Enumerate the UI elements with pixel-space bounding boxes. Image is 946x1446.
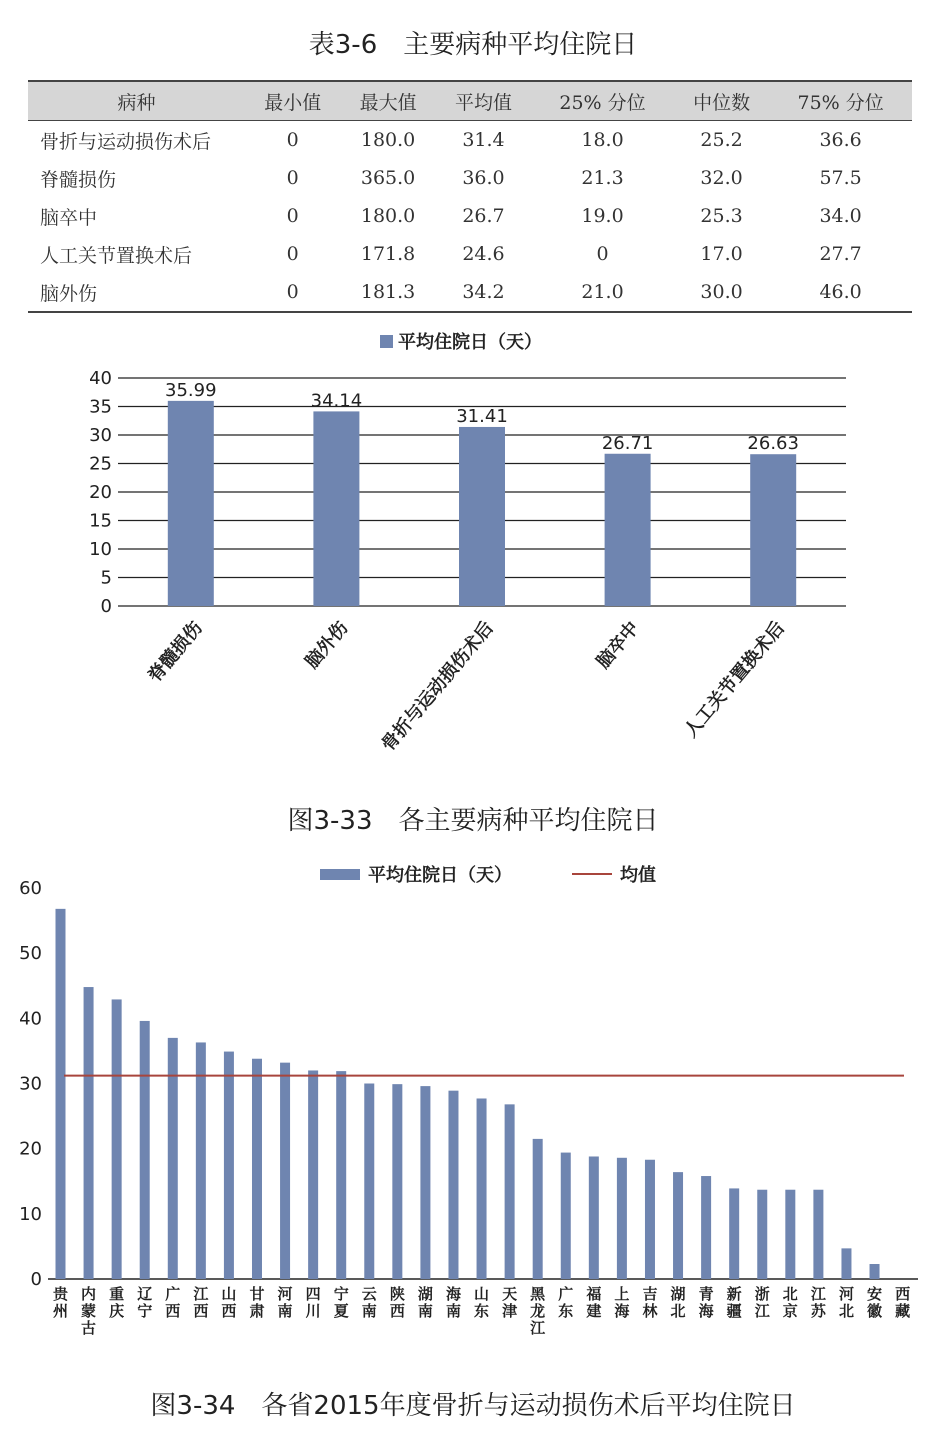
table-cell: 36.0 — [462, 167, 505, 189]
chart2-bar — [196, 1042, 206, 1279]
chart1-data-label: 34.14 — [310, 390, 363, 412]
chart2-y-tick: 10 — [19, 1203, 42, 1225]
chart1-legend-label: 平均住院日（天） — [398, 332, 542, 353]
chart1-bar — [605, 454, 651, 606]
chart-disease-los — [0, 318, 946, 796]
chart2-bar — [280, 1063, 290, 1279]
table-cell: 骨折与运动损伤术后 — [40, 130, 212, 153]
chart1-y-tick: 15 — [89, 510, 112, 532]
table-title: 表3-6 主要病种平均住院日 — [308, 30, 638, 60]
table-cell: 171.8 — [360, 243, 416, 265]
table-header-cell: 病种 — [28, 81, 245, 121]
chart2-x-tick: 河北 — [838, 1285, 854, 1320]
table-cell: 180.0 — [360, 205, 416, 227]
chart1-legend-swatch — [380, 335, 393, 348]
table-cell: 25.3 — [700, 205, 743, 227]
chart2-y-tick: 30 — [19, 1073, 42, 1095]
chart1-bar — [168, 401, 214, 606]
chart2-x-tick: 山西 — [221, 1285, 237, 1320]
table-header-cell: 75% 分位 — [769, 81, 912, 121]
table-header-cell: 最小值 — [245, 81, 340, 121]
chart2-x-tick: 贵州 — [52, 1285, 69, 1320]
table-cell: 46.0 — [769, 273, 912, 312]
chart2-x-tick: 福建 — [586, 1285, 602, 1320]
chart1-data-label: 35.99 — [165, 379, 217, 401]
table-cell: 0 — [286, 243, 299, 265]
chart1-y-tick: 25 — [89, 453, 112, 475]
chart2-x-tick: 海南 — [445, 1285, 461, 1320]
chart1-y-tick: 20 — [89, 482, 112, 503]
chart2-bar — [336, 1071, 346, 1279]
table-cell: 0 — [286, 129, 299, 151]
chart2-x-tick: 甘肃 — [249, 1285, 265, 1320]
table-cell: 27.7 — [819, 243, 862, 265]
chart1-data-label: 26.71 — [601, 432, 654, 454]
chart2-legend-line-label: 均值 — [620, 865, 656, 886]
table-row — [28, 235, 912, 273]
chart1-y-tick: 40 — [89, 368, 112, 389]
table-cell: 34.0 — [819, 205, 862, 227]
chart2-bar — [785, 1190, 795, 1279]
chart2-bar — [477, 1098, 487, 1279]
chart2-x-tick: 辽宁 — [137, 1285, 153, 1320]
chart2-x-tick: 江西 — [193, 1285, 209, 1320]
chart2-y-tick: 50 — [19, 943, 42, 965]
table-cell: 180.0 — [360, 129, 416, 151]
table-row — [28, 273, 912, 312]
chart2-bar — [841, 1248, 851, 1279]
chart2-x-tick: 陕西 — [389, 1285, 405, 1320]
chart2-bar — [589, 1156, 599, 1279]
chart2-bar — [392, 1084, 402, 1279]
table-header-cell: 中位数 — [674, 81, 769, 121]
chart1-x-tick: 骨折与运动损伤术后 — [377, 617, 498, 756]
chart2-bar — [420, 1086, 430, 1279]
chart2-bar — [112, 999, 122, 1279]
table-cell: 26.7 — [462, 205, 505, 227]
table-cell: 0 — [245, 273, 340, 312]
chart2-y-tick: 40 — [19, 1008, 42, 1030]
table-cell: 34.2 — [436, 273, 531, 312]
table-cell: 30.0 — [674, 273, 769, 312]
table-row — [28, 197, 912, 235]
chart1-y-tick: 10 — [89, 539, 112, 560]
table-cell: 0 — [596, 243, 609, 265]
chart1-y-tick: 0 — [100, 596, 112, 617]
table-cell: 31.4 — [462, 129, 505, 151]
chart2-bar — [308, 1070, 318, 1279]
chart2-x-tick: 内蒙古 — [81, 1285, 97, 1337]
chart2-x-tick: 江苏 — [810, 1285, 826, 1320]
table-cell: 36.6 — [819, 129, 862, 151]
chart2-bar — [252, 1059, 262, 1279]
chart1-data-label: 31.41 — [456, 405, 508, 427]
chart2-bar — [617, 1158, 627, 1279]
chart2-bar — [140, 1021, 150, 1279]
chart2-bar — [701, 1176, 711, 1279]
table-cell: 脑卒中 — [40, 206, 98, 229]
chart2-legend — [320, 864, 656, 886]
chart2-x-tick: 浙江 — [754, 1285, 770, 1320]
chart2-x-tick: 四川 — [305, 1285, 321, 1320]
chart2-x-tick: 山东 — [474, 1285, 490, 1320]
chart2-x-tick: 新疆 — [726, 1285, 742, 1320]
chart2-bar — [533, 1139, 543, 1279]
table-cell: 18.0 — [581, 129, 624, 151]
table-cell: 21.3 — [581, 167, 624, 189]
chart2-bar — [505, 1104, 515, 1279]
chart1-bar — [459, 427, 505, 606]
table-cell: 19.0 — [581, 205, 624, 227]
table-cell: 57.5 — [819, 167, 862, 189]
table-row — [28, 121, 912, 160]
table-cell: 17.0 — [700, 243, 743, 265]
chart1-x-tick: 脑外伤 — [301, 617, 353, 673]
chart2-x-tick: 天津 — [502, 1285, 518, 1320]
chart2-bar — [729, 1188, 739, 1279]
figure-34-caption: 图3-34 各省2015年度骨折与运动损伤术后平均住院日 — [150, 1391, 796, 1421]
chart2-y-tick: 60 — [19, 878, 42, 899]
table-cell: 181.3 — [340, 273, 435, 312]
table-cell: 人工关节置换术后 — [40, 244, 193, 267]
chart2-x-tick: 湖南 — [417, 1285, 433, 1320]
table-cell: 25.2 — [700, 129, 743, 151]
chart1-x-tick: 脑卒中 — [592, 617, 644, 673]
table-header-cell: 25% 分位 — [531, 81, 674, 121]
chart2-x-tick: 吉林 — [642, 1285, 658, 1320]
chart2-x-tick: 青海 — [698, 1285, 714, 1320]
table-header-cell: 平均值 — [436, 81, 531, 121]
chart1-x-tick: 脊髓损伤 — [144, 617, 207, 687]
chart2-x-tick: 西藏 — [895, 1285, 911, 1320]
chart-province-los — [0, 852, 946, 1380]
chart2-bar — [561, 1153, 571, 1279]
table-body — [28, 121, 912, 313]
chart1-bar — [750, 454, 796, 606]
chart2-y-tick: 20 — [19, 1138, 42, 1160]
chart1-y-tick: 5 — [100, 567, 112, 589]
chart1-data-label: 26.63 — [747, 433, 799, 455]
table-cell: 0 — [286, 205, 299, 227]
chart2-bar — [448, 1091, 458, 1279]
table-cell: 0 — [286, 167, 299, 189]
table-cell: 32.0 — [700, 167, 743, 189]
table-cell: 24.6 — [462, 243, 505, 265]
chart2-x-tick: 安徽 — [867, 1285, 883, 1320]
chart2-legend-bar-label: 平均住院日（天） — [368, 865, 512, 886]
chart2-bar — [673, 1172, 683, 1279]
chart2-legend-bar-swatch — [320, 869, 360, 880]
chart2-bar — [757, 1190, 767, 1279]
chart2-y-tick: 0 — [30, 1269, 42, 1290]
chart2-bar — [56, 909, 66, 1279]
table-cell: 脑外伤 — [28, 273, 245, 312]
table-row — [28, 159, 912, 197]
table-header-cell: 最大值 — [340, 81, 435, 121]
chart2-bar — [364, 1084, 374, 1280]
chart1-y-tick: 30 — [89, 425, 112, 446]
chart2-x-tick: 北京 — [782, 1285, 798, 1320]
chart2-bar — [224, 1052, 234, 1279]
chart1-y-tick: 35 — [89, 396, 112, 418]
table-cell: 21.0 — [531, 273, 674, 312]
table-cell: 脊髓损伤 — [40, 168, 117, 191]
chart2-x-tick: 湖北 — [670, 1285, 686, 1320]
stats-table — [28, 80, 912, 313]
chart2-bar — [645, 1160, 655, 1279]
table-cell: 365.0 — [360, 167, 416, 189]
table-header-row — [28, 81, 912, 121]
chart2-x-tick: 广东 — [558, 1285, 574, 1320]
chart2-x-tick: 上海 — [614, 1285, 630, 1320]
chart2-x-tick: 重庆 — [109, 1285, 125, 1320]
chart2-bar — [870, 1264, 880, 1279]
chart2-bar — [168, 1038, 178, 1279]
chart2-x-tick: 广西 — [165, 1285, 181, 1320]
chart2-x-tick: 云南 — [361, 1285, 377, 1320]
chart1-legend — [380, 331, 542, 353]
figure-33-caption: 图3-33 各主要病种平均住院日 — [287, 806, 659, 836]
chart2-x-tick: 黑龙江 — [530, 1285, 546, 1337]
chart2-bar — [84, 987, 94, 1279]
chart2-x-tick: 河南 — [277, 1285, 293, 1320]
chart2-bar — [813, 1190, 823, 1279]
chart2-x-tick: 宁夏 — [333, 1285, 349, 1320]
chart1-x-tick: 人工关节置换术后 — [680, 617, 790, 742]
chart1-bar — [313, 411, 359, 606]
